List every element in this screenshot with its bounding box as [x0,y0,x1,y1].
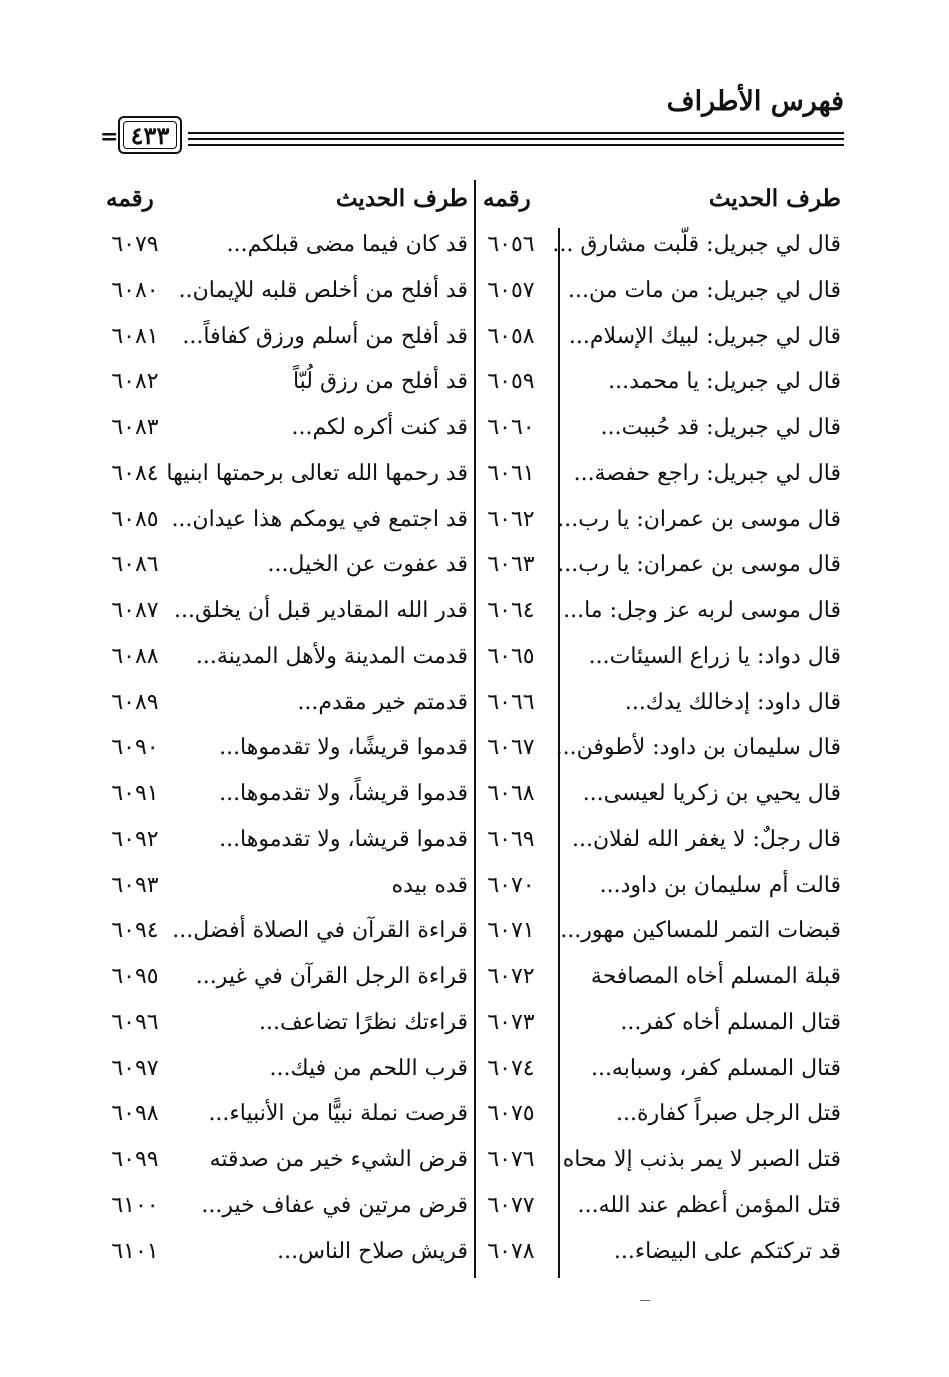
hadith-text: قرض الشيء خير من صدقته [209,1147,468,1172]
hadith-text: قرصت نملة نبيًّا من الأنبياء... [208,1101,468,1127]
hadith-text: قال لي جبريل: راجع حفصة... [573,460,841,486]
hadith-number: ٦٠٧٨ [487,1238,535,1264]
header-rule [188,132,844,134]
hadith-number: ٦٠٨٨ [111,643,159,669]
hadith-number: ٦٠٦٠ [487,415,535,440]
hadith-number: ٦٠٦٢ [487,506,535,532]
hadith-text: قال موسى لربه عز وجل: ما... [563,598,841,623]
hadith-text: قد أفلح من رزق لُبّاً [292,369,468,395]
hadith-text: قدموا قريشًا، ولا تقدموها... [219,735,468,761]
hadith-text: قد كنت أكره لكم... [291,415,468,440]
column-head-number-right: رقمه [483,185,531,212]
column-head-hadith-left: طرف الحديث [335,185,468,212]
hadith-text: قد أفلح من أخلص قلبه للإيمان.. [178,277,468,303]
hadith-number: ٦٠٥٧ [487,277,535,303]
hadith-number: ٦٠٩٩ [111,1147,159,1172]
hadith-number: ٦٠٧٠ [487,872,535,898]
hadith-number: ٦٠٨٤ [111,460,159,486]
hadith-number: ٦٠٦٧ [487,735,535,761]
hadith-number: ٦٠٨١ [111,323,159,349]
hadith-number: ٦٠٦٩ [487,826,535,852]
hadith-number: ٦٠٧٢ [487,964,535,989]
hadith-number: ٦٠٩٤ [111,918,159,944]
hadith-number: ٦١٠١ [111,1238,159,1264]
hadith-text: قتل الصبر لا يمر بذنب إلا محاه [562,1147,841,1172]
hadith-number: ٦٠٩١ [111,781,159,806]
hadith-number: ٦١٠٠ [111,1192,159,1218]
hadith-number: ٦٠٥٨ [487,323,535,349]
hadith-number: ٦٠٦٤ [487,598,535,623]
hadith-text: قراءتك نظرًا تضاعف... [259,1009,468,1035]
hadith-number: ٦٠٥٩ [487,369,535,395]
header-rule [188,144,844,146]
hadith-text: قال داود: إدخالك يدك... [624,689,841,715]
hadith-text: قال موسى بن عمران: يا رب... [557,506,841,532]
hadith-text: قال لي جبريل: قد حُببت... [600,415,841,440]
hadith-number: ٦٠٩٥ [111,964,159,989]
hadith-number: ٦٠٧٥ [487,1101,535,1127]
hadith-text: قد اجتمع في يومكم هذا عيدان... [171,506,468,532]
hadith-text: قتال المسلم كفر، وسبابه... [590,1055,841,1081]
hadith-text: قال سليمان بن داود: لأطوفن... [555,735,841,761]
hadith-text: قرض مرتين في عفاف خير... [201,1192,468,1218]
hadith-number: ٦٠٨٦ [111,552,159,578]
hadith-text: قد رحمها الله تعالى برحمتها ابنيها [166,460,468,486]
hadith-text: قال لي جبريل: لبيك الإسلام... [568,323,841,349]
hadith-text: قال لي جبريل: قلّبت مشارق ... [552,232,841,257]
hadith-number: ٦٠٧٤ [487,1055,535,1081]
column-head-hadith-right: طرف الحديث [708,185,841,212]
hadith-number: ٦٠٨٥ [111,506,159,532]
hadith-text: قال موسى بن عمران: يا رب... [557,552,841,578]
hadith-number: ٦٠٧٧ [487,1192,535,1218]
hadith-text: قدر الله المقادير قبل أن يخلق... [174,598,468,623]
hadith-text: قال لي جبريل: من مات من... [567,277,841,303]
hadith-text: قد أفلح من أسلم ورزق كفافاً... [182,323,468,349]
column-divider [474,180,476,1278]
hadith-number: ٦٠٨٧ [111,598,159,623]
hadith-text: قتال المسلم أخاه كفر... [620,1009,841,1035]
hadith-text: قدموا قريشا، ولا تقدموها... [219,826,468,852]
hadith-text: قرب اللحم من فيك... [269,1055,468,1081]
hadith-number: ٦٠٩٨ [111,1101,159,1127]
page-title: فهرس الأطراف [666,86,844,117]
column-head-number-left: رقمه [106,185,154,212]
hadith-number: ٦٠٧٩ [111,232,159,257]
page-number-marker: = [100,124,119,150]
hadith-text: قال يحيي بن زكريا لعيسى... [582,781,841,806]
hadith-text: قدمتم خير مقدم... [297,689,468,715]
hadith-number: ٦٠٦٣ [487,552,535,578]
hadith-number: ٦٠٨٢ [111,369,159,395]
hadith-text: قراءة الرجل القرآن في غير... [195,964,468,989]
hadith-number: ٦٠٨٠ [111,277,159,303]
hadith-text: قبضات التمر للمساكين مهور... [560,918,841,944]
page-mark [640,1300,650,1301]
hadith-text: قدمت المدينة ولأهل المدينة... [195,643,468,669]
hadith-number: ٦٠٩٢ [111,826,159,852]
hadith-text: قده بيده [391,872,468,898]
hadith-text: قد عفوت عن الخيل... [267,552,468,578]
hadith-text: قد كان فيما مضى قبلكم... [226,232,468,257]
hadith-text: قريش صلاح الناس... [277,1238,468,1264]
hadith-number: ٦٠٩٧ [111,1055,159,1081]
hadith-number: ٦٠٧٦ [487,1147,535,1172]
hadith-number: ٦٠٩٣ [111,872,159,898]
page-number: ٤٣٣ [118,116,182,154]
hadith-text: قال دواد: يا زراع السيئات... [588,643,841,669]
hadith-number: ٦٠٧٣ [487,1009,535,1035]
hadith-text: قتل المؤمن أعظم عند الله... [577,1192,841,1218]
hadith-text: قراءة القرآن في الصلاة أفضل... [172,918,468,944]
hadith-number: ٦٠٩٠ [111,735,159,761]
hadith-text: قد تركتكم على البيضاء... [613,1238,841,1264]
hadith-number: ٦٠٦١ [487,460,535,486]
hadith-text: قال لي جبريل: يا محمد... [608,369,841,395]
hadith-number: ٦٠٧١ [487,918,535,944]
hadith-text: قتل الرجل صبراً كفارة... [615,1101,841,1127]
header-rule [188,138,844,140]
hadith-number: ٦٠٥٦ [487,232,535,257]
hadith-number: ٦٠٨٩ [111,689,159,715]
hadith-text: قالت أم سليمان بن داود... [599,872,841,898]
hadith-text: قدموا قريشاً، ولا تقدموها... [219,781,468,806]
hadith-number: ٦٠٦٨ [487,781,535,806]
hadith-number: ٦٠٦٥ [487,643,535,669]
hadith-number: ٦٠٦٦ [487,689,535,715]
hadith-text: قبلة المسلم أخاه المصافحة [590,964,841,989]
hadith-number: ٦٠٩٦ [111,1009,159,1035]
hadith-text: قال رجلٌ: لا يغفر الله لفلان... [571,826,841,852]
hadith-number: ٦٠٨٣ [111,415,159,440]
